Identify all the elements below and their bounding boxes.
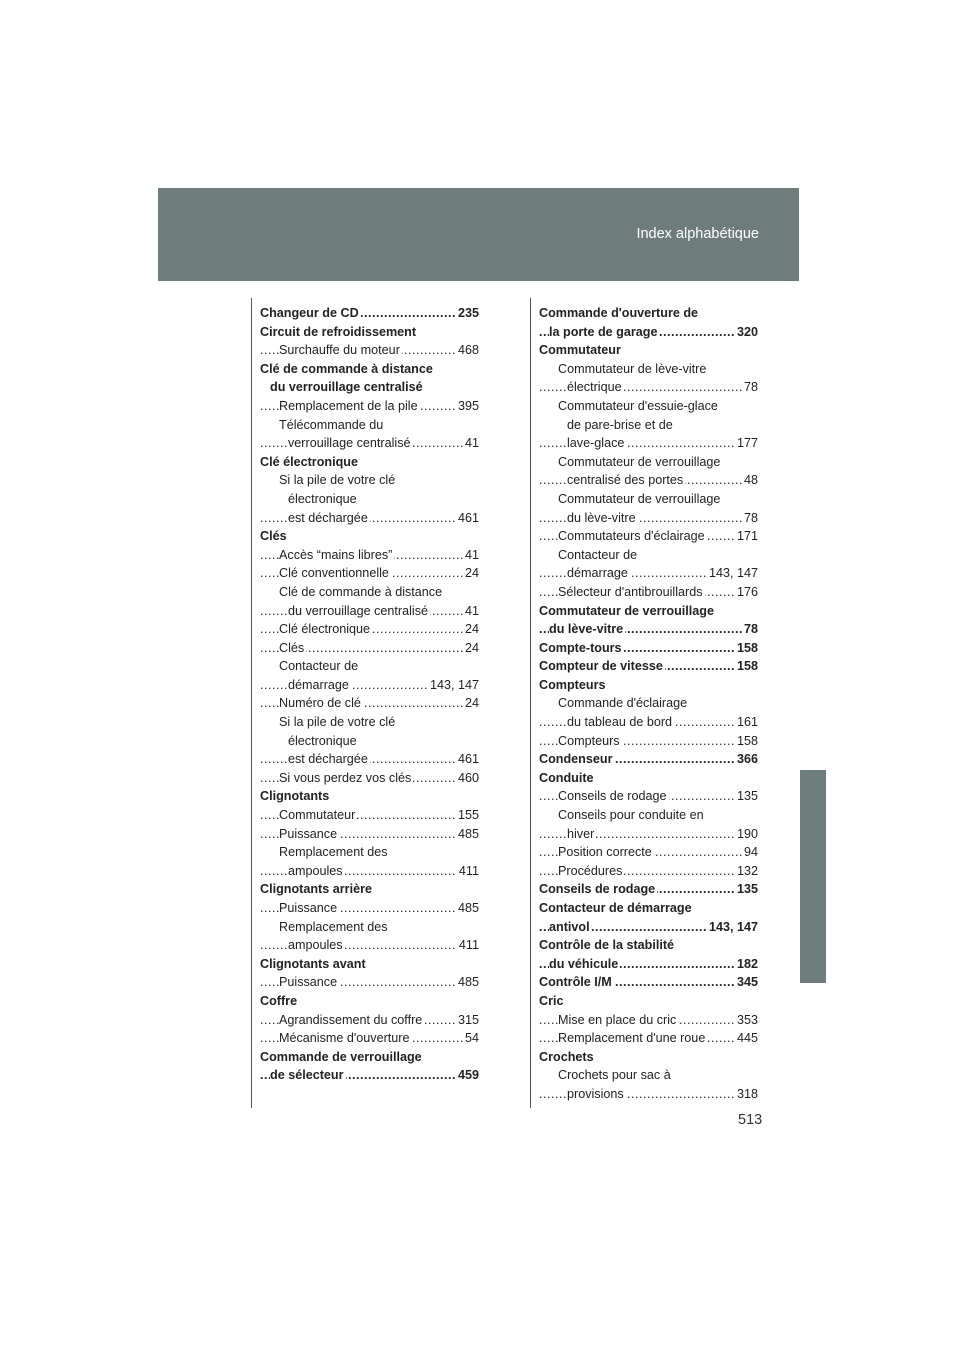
index-entry-text: est déchargée <box>288 510 368 525</box>
index-entry-page: 41 <box>463 602 479 621</box>
index-entry-text: provisions <box>567 1086 624 1101</box>
index-entry-text: Position correcte <box>558 845 652 860</box>
index-entry <box>260 955 479 974</box>
index-entry <box>539 416 758 435</box>
index-entry <box>260 880 479 899</box>
index-entry-text: Commande d'éclairage <box>558 696 688 711</box>
index-entry-text: Commutateurs d'éclairage <box>558 529 705 544</box>
index-entry-text: Mise en place du cric <box>558 1012 677 1027</box>
index-entry-text: Crochets <box>539 1049 594 1064</box>
index-entry-text: ampoules <box>288 863 343 878</box>
index-entry <box>539 787 758 806</box>
index-entry-text: Commutateur de lève-vitre <box>558 361 707 376</box>
index-entry-page: 459 <box>456 1066 479 1085</box>
index-entry <box>260 899 479 918</box>
index-entry-page: 460 <box>456 769 479 788</box>
index-entry-page: 182 <box>735 955 758 974</box>
index-entry <box>260 769 479 788</box>
index-entry <box>539 918 758 937</box>
index-entry-page: 158 <box>735 657 758 676</box>
index-entry <box>539 304 758 323</box>
index-entry-page: 353 <box>735 1011 758 1030</box>
index-entry-text: Commutateur de verrouillage <box>539 603 714 618</box>
index-entry <box>260 397 479 416</box>
index-entry <box>539 453 758 472</box>
index-entry-page: 41 <box>463 434 479 453</box>
index-entry <box>260 806 479 825</box>
index-entry-text: Commande d'ouverture de <box>539 306 699 320</box>
index-entry-page: 24 <box>463 620 479 639</box>
index-entry-text: Commutateur d'essuie-glace <box>558 398 718 413</box>
index-entry-text: Compte-tours <box>539 640 622 655</box>
index-entry-text: Puissance <box>279 901 338 915</box>
index-entry <box>539 378 758 397</box>
index-entry-page: 485 <box>456 973 479 992</box>
index-entry-page: 366 <box>735 750 758 769</box>
index-entry-text: ampoules <box>288 938 343 953</box>
index-entry-text: Changeur de CD <box>260 306 359 320</box>
index-entry-page: 155 <box>456 806 479 825</box>
index-entry-text: du véhicule <box>549 956 619 971</box>
index-entry-text: la porte de garage <box>549 324 658 339</box>
index-entry-text: Clé électronique <box>279 622 371 637</box>
index-entry <box>260 676 479 695</box>
index-entry-page: 315 <box>456 1011 479 1030</box>
index-entry-text: Clignotants avant <box>260 956 366 971</box>
index-entry-text: de sélecteur <box>270 1068 344 1083</box>
index-entry-text: Commutateur <box>279 808 356 823</box>
index-entry-text: du verrouillage centralisé <box>270 380 423 395</box>
index-entry-text: Clé de commande à distance <box>279 584 443 599</box>
index-entry <box>539 509 758 528</box>
index-entry-page: 132 <box>735 862 758 881</box>
index-entry <box>260 564 479 583</box>
index-entry-page: 411 <box>457 936 479 955</box>
chapter-thumb-tab <box>800 770 826 983</box>
index-entry-text: Commutateur de verrouillage <box>558 491 721 506</box>
index-entry-text: Circuit de refroidissement <box>260 324 417 339</box>
index-entry-text: lave-glace <box>567 436 625 451</box>
index-entry-page: 24 <box>463 564 479 583</box>
index-entry-text: Clés <box>279 640 305 655</box>
index-entry-text: Coffre <box>260 993 298 1008</box>
index-entry <box>539 546 758 565</box>
index-entry <box>260 713 479 732</box>
middle-column-rule <box>530 298 531 1108</box>
index-entry-text: électronique <box>288 733 357 748</box>
index-entry-page: 235 <box>456 304 479 323</box>
index-entry-text: Télécommande du <box>279 417 384 432</box>
index-entry <box>539 732 758 751</box>
index-entry-text: Contacteur de <box>558 547 638 562</box>
index-entry <box>539 527 758 546</box>
index-entry-text: démarrage <box>567 566 628 581</box>
index-entry-text: Conseils de rodage <box>558 789 667 804</box>
index-entry-page: 320 <box>735 323 758 342</box>
index-entry-page: 445 <box>735 1029 758 1048</box>
index-entry <box>260 546 479 565</box>
index-entry-text: Compteur de vitesse <box>539 659 663 674</box>
index-entry-page: 461 <box>456 509 479 528</box>
index-entry-text: du tableau de bord <box>567 715 673 730</box>
index-entry <box>539 825 758 844</box>
page-header-band <box>158 188 799 281</box>
index-entry <box>539 583 758 602</box>
index-entry-text: Clé électronique <box>260 454 358 469</box>
index-entry-text: Compteurs <box>558 733 620 748</box>
index-entry <box>260 527 479 546</box>
index-entry-text: Conseils pour conduite en <box>558 808 704 823</box>
section-title: Index alphabétique <box>636 226 759 242</box>
index-entry <box>260 1029 479 1048</box>
index-entry-page: 48 <box>742 471 758 490</box>
index-entry <box>260 973 479 992</box>
index-entry-text: Accès “mains libres” <box>279 547 393 562</box>
index-entry <box>539 1011 758 1030</box>
index-entry <box>260 304 479 323</box>
index-entry-text: du lève-vitre <box>567 510 636 525</box>
index-entry <box>260 657 479 676</box>
index-entry-page: 485 <box>456 825 479 844</box>
index-entry <box>260 509 479 528</box>
index-entry-text: Conduite <box>539 770 594 785</box>
index-entry-page: 177 <box>735 434 758 453</box>
index-entry-text: verrouillage centralisé <box>288 436 411 451</box>
index-entry <box>539 899 758 918</box>
index-entry-text: est déchargée <box>288 752 368 767</box>
index-entry <box>539 992 758 1011</box>
index-entry-page: 485 <box>456 899 479 918</box>
index-entry-text: électronique <box>288 491 357 506</box>
index-entry <box>260 843 479 862</box>
index-entry-page: 41 <box>463 546 479 565</box>
index-entry <box>260 1048 479 1067</box>
index-entry <box>539 1048 758 1067</box>
index-entry <box>260 620 479 639</box>
index-entry <box>539 955 758 974</box>
index-entry <box>539 750 758 769</box>
index-entry-page: 143, 147 <box>707 918 758 937</box>
index-entry-text: Si la pile de votre clé <box>279 715 396 730</box>
index-entry <box>260 787 479 806</box>
index-entry-page: 24 <box>463 694 479 713</box>
index-entry-text: Agrandissement du coffre <box>279 1012 423 1027</box>
index-entry-text: Si la pile de votre clé <box>279 473 396 488</box>
index-entry <box>260 453 479 472</box>
index-entry-page: 158 <box>735 732 758 751</box>
index-entry-text: Condenseur <box>539 752 613 767</box>
index-entry-text: Si vous perdez vos clés <box>279 770 412 785</box>
index-entry <box>260 471 479 490</box>
index-entry <box>539 676 758 695</box>
index-entry-text: Sélecteur d'antibrouillards <box>558 584 703 599</box>
index-entry <box>260 750 479 769</box>
index-entry-page: 78 <box>742 378 758 397</box>
index-entry-text: Clé conventionnelle <box>279 566 389 581</box>
index-entry-page: 78 <box>742 620 758 639</box>
index-entry-text: Commande de verrouillage <box>260 1049 422 1064</box>
index-entry-text: du lève-vitre <box>549 622 624 637</box>
index-entry-text: du verrouillage centralisé <box>288 603 429 618</box>
index-entry <box>539 1029 758 1048</box>
index-entry <box>260 1066 479 1085</box>
index-entry <box>539 806 758 825</box>
index-entry <box>539 434 758 453</box>
index-entry-page: 468 <box>456 341 479 360</box>
index-entry <box>539 973 758 992</box>
index-entry-text: Commutateur <box>539 343 621 358</box>
index-entry <box>260 639 479 658</box>
index-entry-text: démarrage <box>288 677 349 692</box>
index-column-left <box>260 304 479 1085</box>
index-entry-text: Procédures <box>558 863 623 878</box>
index-entry-page: 461 <box>456 750 479 769</box>
index-entry-text: Clignotants <box>260 789 330 804</box>
index-entry-text: Clés <box>260 529 287 544</box>
index-entry <box>260 862 479 881</box>
index-entry <box>539 936 758 955</box>
index-entry-text: antivol <box>549 919 590 934</box>
index-entry <box>260 583 479 602</box>
index-entry-text: de pare-brise et de <box>567 417 673 432</box>
index-entry <box>260 694 479 713</box>
index-entry-text: centralisé des portes <box>567 473 684 488</box>
index-entry-page: 161 <box>735 713 758 732</box>
index-entry-page: 143, 147 <box>707 564 758 583</box>
index-entry <box>539 843 758 862</box>
index-entry-text: hiver <box>567 826 595 841</box>
index-entry-text: Mécanisme d'ouverture <box>279 1031 410 1046</box>
index-entry-page: 411 <box>457 862 479 881</box>
index-entry-page: 135 <box>735 787 758 806</box>
index-entry-text: Contacteur de <box>279 659 359 674</box>
index-entry-page: 94 <box>742 843 758 862</box>
index-entry-text: électrique <box>567 380 622 395</box>
index-entry <box>260 918 479 937</box>
index-entry <box>539 769 758 788</box>
index-entry-text: Commutateur de verrouillage <box>558 454 721 469</box>
index-entry <box>539 602 758 621</box>
index-entry <box>539 862 758 881</box>
index-entry-text: Remplacement d'une roue <box>558 1031 706 1046</box>
index-entry-text: Remplacement des <box>279 919 388 934</box>
index-entry-text: Surchauffe du moteur <box>279 343 400 358</box>
index-entry-page: 395 <box>456 397 479 416</box>
index-entry <box>539 880 758 899</box>
index-entry <box>539 694 758 713</box>
left-column-rule <box>251 298 252 1108</box>
index-entry <box>539 1066 758 1085</box>
index-entry <box>539 620 758 639</box>
index-entry <box>260 341 479 360</box>
index-entry-page: 171 <box>735 527 758 546</box>
index-entry-page: 54 <box>463 1029 479 1048</box>
index-entry-text: Puissance <box>279 826 338 841</box>
index-entry-text: Clé de commande à distance <box>260 361 433 376</box>
index-entry <box>260 490 479 509</box>
index-entry <box>260 323 479 342</box>
index-entry <box>539 657 758 676</box>
index-entry <box>539 341 758 360</box>
index-entry-page: 135 <box>735 880 758 899</box>
index-entry-page: 345 <box>735 973 758 992</box>
index-entry <box>260 732 479 751</box>
index-entry <box>539 360 758 379</box>
index-entry-page: 158 <box>735 639 758 658</box>
index-entry-page: 318 <box>735 1085 758 1104</box>
index-entry-text: Contacteur de démarrage <box>539 901 692 915</box>
index-entry <box>260 434 479 453</box>
page-number: 513 <box>738 1112 763 1128</box>
index-entry-page: 190 <box>735 825 758 844</box>
index-entry <box>539 471 758 490</box>
index-entry <box>539 397 758 416</box>
index-entry-text: Compteurs <box>539 677 606 692</box>
index-entry-text: Conseils de rodage <box>539 882 656 897</box>
index-entry <box>260 378 479 397</box>
index-entry-text: Contrôle de la stabilité <box>539 938 675 953</box>
index-entry <box>260 1011 479 1030</box>
index-entry-text: Clignotants arrière <box>260 882 372 897</box>
index-entry <box>539 564 758 583</box>
index-column-right <box>539 304 758 1104</box>
index-entry-page: 143, 147 <box>428 676 479 695</box>
index-entry <box>539 713 758 732</box>
index-entry-text: Remplacement des <box>279 845 388 860</box>
index-entry <box>260 602 479 621</box>
index-entry <box>539 323 758 342</box>
index-entry-text: Numéro de clé <box>279 696 361 711</box>
index-entry <box>260 825 479 844</box>
index-entry-text: Contrôle I/M <box>539 975 612 990</box>
index-entry-text: Crochets pour sac à <box>558 1068 671 1083</box>
index-entry-text: Cric <box>539 993 564 1008</box>
index-entry <box>539 1085 758 1104</box>
index-entry-page: 176 <box>735 583 758 602</box>
index-entry <box>539 639 758 658</box>
index-entry <box>260 936 479 955</box>
index-entry <box>260 992 479 1011</box>
index-entry-page: 24 <box>463 639 479 658</box>
index-entry-page: 78 <box>742 509 758 528</box>
index-entry <box>260 360 479 379</box>
index-entry-text: Remplacement de la pile <box>279 398 418 413</box>
index-entry <box>539 490 758 509</box>
index-entry <box>260 416 479 435</box>
index-entry-text: Puissance <box>279 975 338 990</box>
